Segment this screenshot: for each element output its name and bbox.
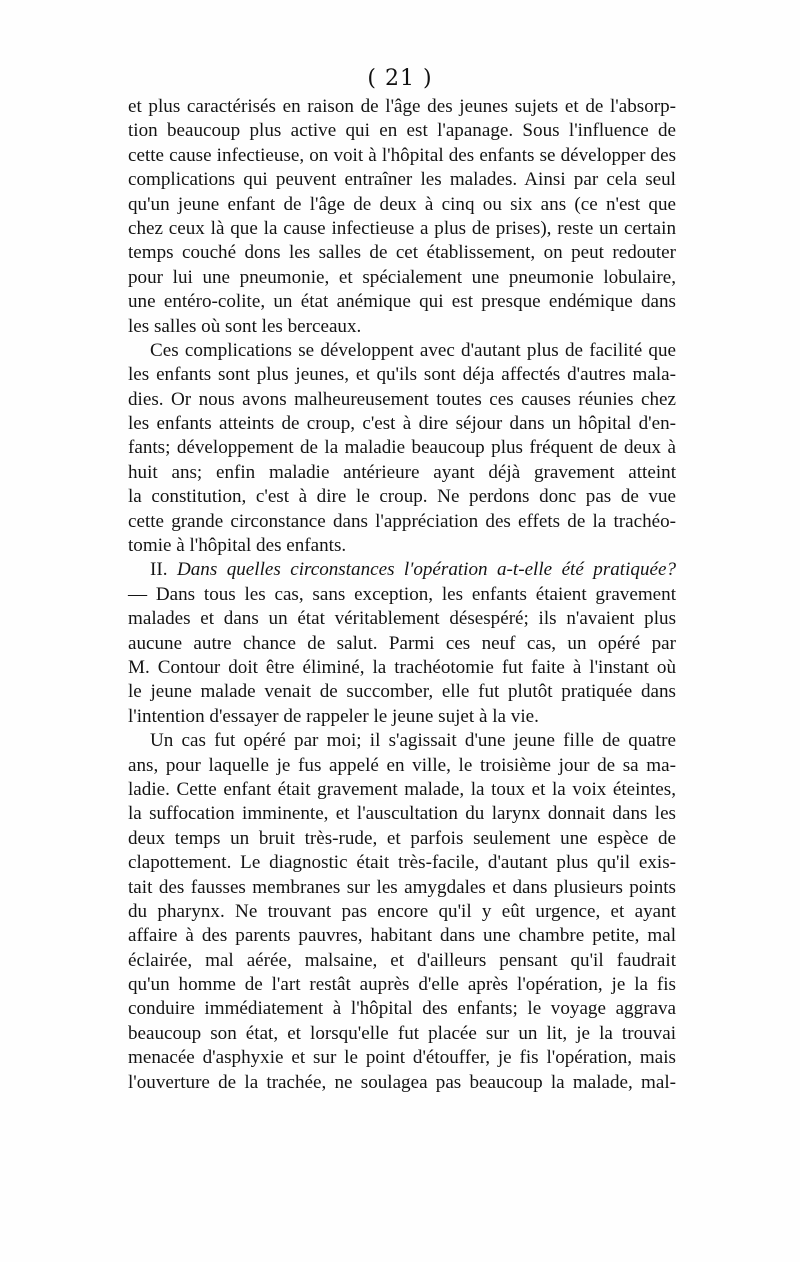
text-line: chez ceux là que la cause infectieuse a plus de prises), reste un certain <box>128 217 676 239</box>
section-question: Dans quelles circonstances l'opération a-t-elle été pratiquée? <box>176 559 677 581</box>
section-heading-line <box>128 558 676 582</box>
paragraph-1 <box>128 95 676 339</box>
paragraph-4 <box>128 729 676 1095</box>
text-line: tion beaucoup plus active qui en est l'apanage. Sous l'influence de <box>128 120 676 142</box>
text-line: les enfants atteints de croup, c'est à dire séjour dans un hôpital d'en- <box>128 413 676 435</box>
text-line: complications qui peuvent entraîner les malades. Ainsi par cela seul <box>128 169 676 191</box>
text-line: conduire immédiatement à l'hôpital des enfants; le voyage aggrava <box>128 998 676 1020</box>
text-line: les enfants sont plus jeunes, et qu'ils sont déja affectés d'autres mala- <box>128 364 676 386</box>
text-line: la suffocation imminente, et l'auscultation du larynx donnait dans les <box>128 803 676 825</box>
text-line: ans, pour laquelle je fus appelé en ville, le troisième jour de sa ma- <box>128 754 676 776</box>
text-line: Un cas fut opéré par moi; il s'agissait d'une jeune fille de quatre <box>150 730 676 752</box>
text-line: temps couché dons les salles de cet établissement, on peut redouter <box>128 242 676 264</box>
text-line: fants; développement de la maladie beaucoup plus fréquent de deux à <box>128 437 676 459</box>
text-line: qu'un jeune enfant de l'âge de deux à cinq ou six ans (ce n'est que <box>128 193 676 215</box>
body-text <box>128 95 676 1095</box>
text-line: qu'un homme de l'art restât auprès d'elle après l'opération, je la fis <box>128 974 676 996</box>
paragraph-3 <box>128 558 676 729</box>
text-line: — Dans tous les cas, sans exception, les enfants étaient gravement <box>128 583 676 605</box>
text-line: cette cause infectieuse, on voit à l'hôpital des enfants se développer des <box>128 144 676 166</box>
text-line: l'ouverture de la trachée, ne soulagea pas beaucoup la malade, mal- <box>128 1071 676 1093</box>
text-line: tait des fausses membranes sur les amygdales et dans plusieurs points <box>128 876 676 898</box>
paragraph-2 <box>128 339 676 559</box>
text-line: beaucoup son état, et lorsqu'elle fut placée sur un lit, je la trouvai <box>128 1022 676 1044</box>
section-number: II. <box>150 559 177 581</box>
text-line: Ces complications se développent avec d'autant plus de facilité que <box>150 339 676 361</box>
text-line: pour lui une pneumonie, et spécialement une pneumonie lobulaire, <box>128 266 676 288</box>
text-line: les salles où sont les berceaux. <box>128 315 362 337</box>
text-line: et plus caractérisés en raison de l'âge des jeunes sujets et de l'absorp- <box>128 96 676 117</box>
text-line: du pharynx. Ne trouvant pas encore qu'il y eût urgence, et ayant <box>128 900 676 922</box>
text-line: ladie. Cette enfant était gravement malade, la toux et la voix éteintes, <box>128 778 676 800</box>
text-line: deux temps un bruit très-rude, et parfois seulement une espèce de <box>128 827 676 849</box>
text-line: l'intention d'essayer de rappeler le jeune sujet à la vie. <box>128 705 539 727</box>
text-line: la constitution, c'est à dire le croup. Ne perdons donc pas de vue <box>128 486 676 508</box>
text-line: dies. Or nous avons malheureusement toutes ces causes réunies chez <box>128 388 676 410</box>
text-line: éclairée, mal aérée, malsaine, et d'ailleurs pensant qu'il faudrait <box>128 949 676 971</box>
text-line: clapottement. Le diagnostic était très-facile, d'autant plus qu'il exis- <box>128 852 676 874</box>
text-line: malades et dans un état véritablement désespéré; ils n'avaient plus <box>128 608 676 630</box>
text-line: le jeune malade venait de succomber, elle fut plutôt pratiquée dans <box>128 681 676 703</box>
text-line: huit ans; enfin maladie antérieure ayant déjà gravement atteint <box>128 461 676 483</box>
text-line: affaire à des parents pauvres, habitant dans une chambre petite, mal <box>128 925 676 947</box>
text-line: cette grande circonstance dans l'appréciation des effets de la trachéo- <box>128 510 676 532</box>
text-line: une entéro-colite, un état anémique qui est presque endémique dans <box>128 291 676 313</box>
text-line: menacée d'asphyxie et sur le point d'étouffer, je fis l'opération, mais <box>128 1047 676 1069</box>
text-line: aucune autre chance de salut. Parmi ces neuf cas, un opéré par <box>128 632 676 654</box>
page-number: ( 21 ) <box>367 66 433 91</box>
text-line: M. Contour doit être éliminé, la trachéotomie fut faite à l'instant où <box>128 656 676 678</box>
text-line: tomie à l'hôpital des enfants. <box>128 535 347 557</box>
